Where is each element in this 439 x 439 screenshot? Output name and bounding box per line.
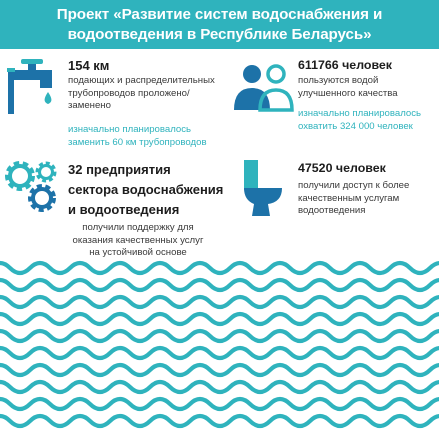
stat-pipes-km: 154 км xyxy=(68,58,110,73)
wave-line xyxy=(0,399,439,409)
people-icon xyxy=(232,62,296,117)
page-title xyxy=(0,0,439,49)
wave-line xyxy=(0,263,439,273)
stat-people-water: 611766 человек xyxy=(298,58,393,72)
wave-line xyxy=(0,365,439,375)
desc-pipes: подающих и распределительных трубопроводов проложено/ заменено xyxy=(68,75,215,111)
desc-people-water: пользуются водой улучшенного качества xyxy=(298,75,398,99)
water-tap-icon xyxy=(4,56,62,121)
toilet-icon xyxy=(240,158,286,225)
title-line-1: Проект «Развитие систем водоснабжения и xyxy=(56,5,383,23)
wave-line xyxy=(0,331,439,341)
wave-line xyxy=(0,280,439,290)
gears-icon xyxy=(2,158,66,219)
wave-line xyxy=(0,314,439,324)
desc-enterprises: получили поддержку для оказания качественных услуг на устойчивой основе xyxy=(72,222,204,258)
wave-line xyxy=(0,382,439,392)
note-pipes: изначально планировалось заменить 60 км трубопроводов xyxy=(68,124,207,148)
note-people-water: изначально планировалось охватить 324 000 человек xyxy=(298,108,422,132)
waves-decoration xyxy=(0,258,439,439)
wave-line xyxy=(0,297,439,307)
stat-enterprises: 32 предприятия сектора водоснабжения и водоотведения xyxy=(68,162,224,217)
stat-people-sewage: 47520 человек xyxy=(298,161,386,175)
wave-line xyxy=(0,416,439,426)
desc-people-sewage: получили доступ к более качественным услугам водоотведения xyxy=(298,180,410,216)
wave-line xyxy=(0,348,439,358)
title-line-2: водоотведения в Республике Беларусь» xyxy=(67,25,372,43)
